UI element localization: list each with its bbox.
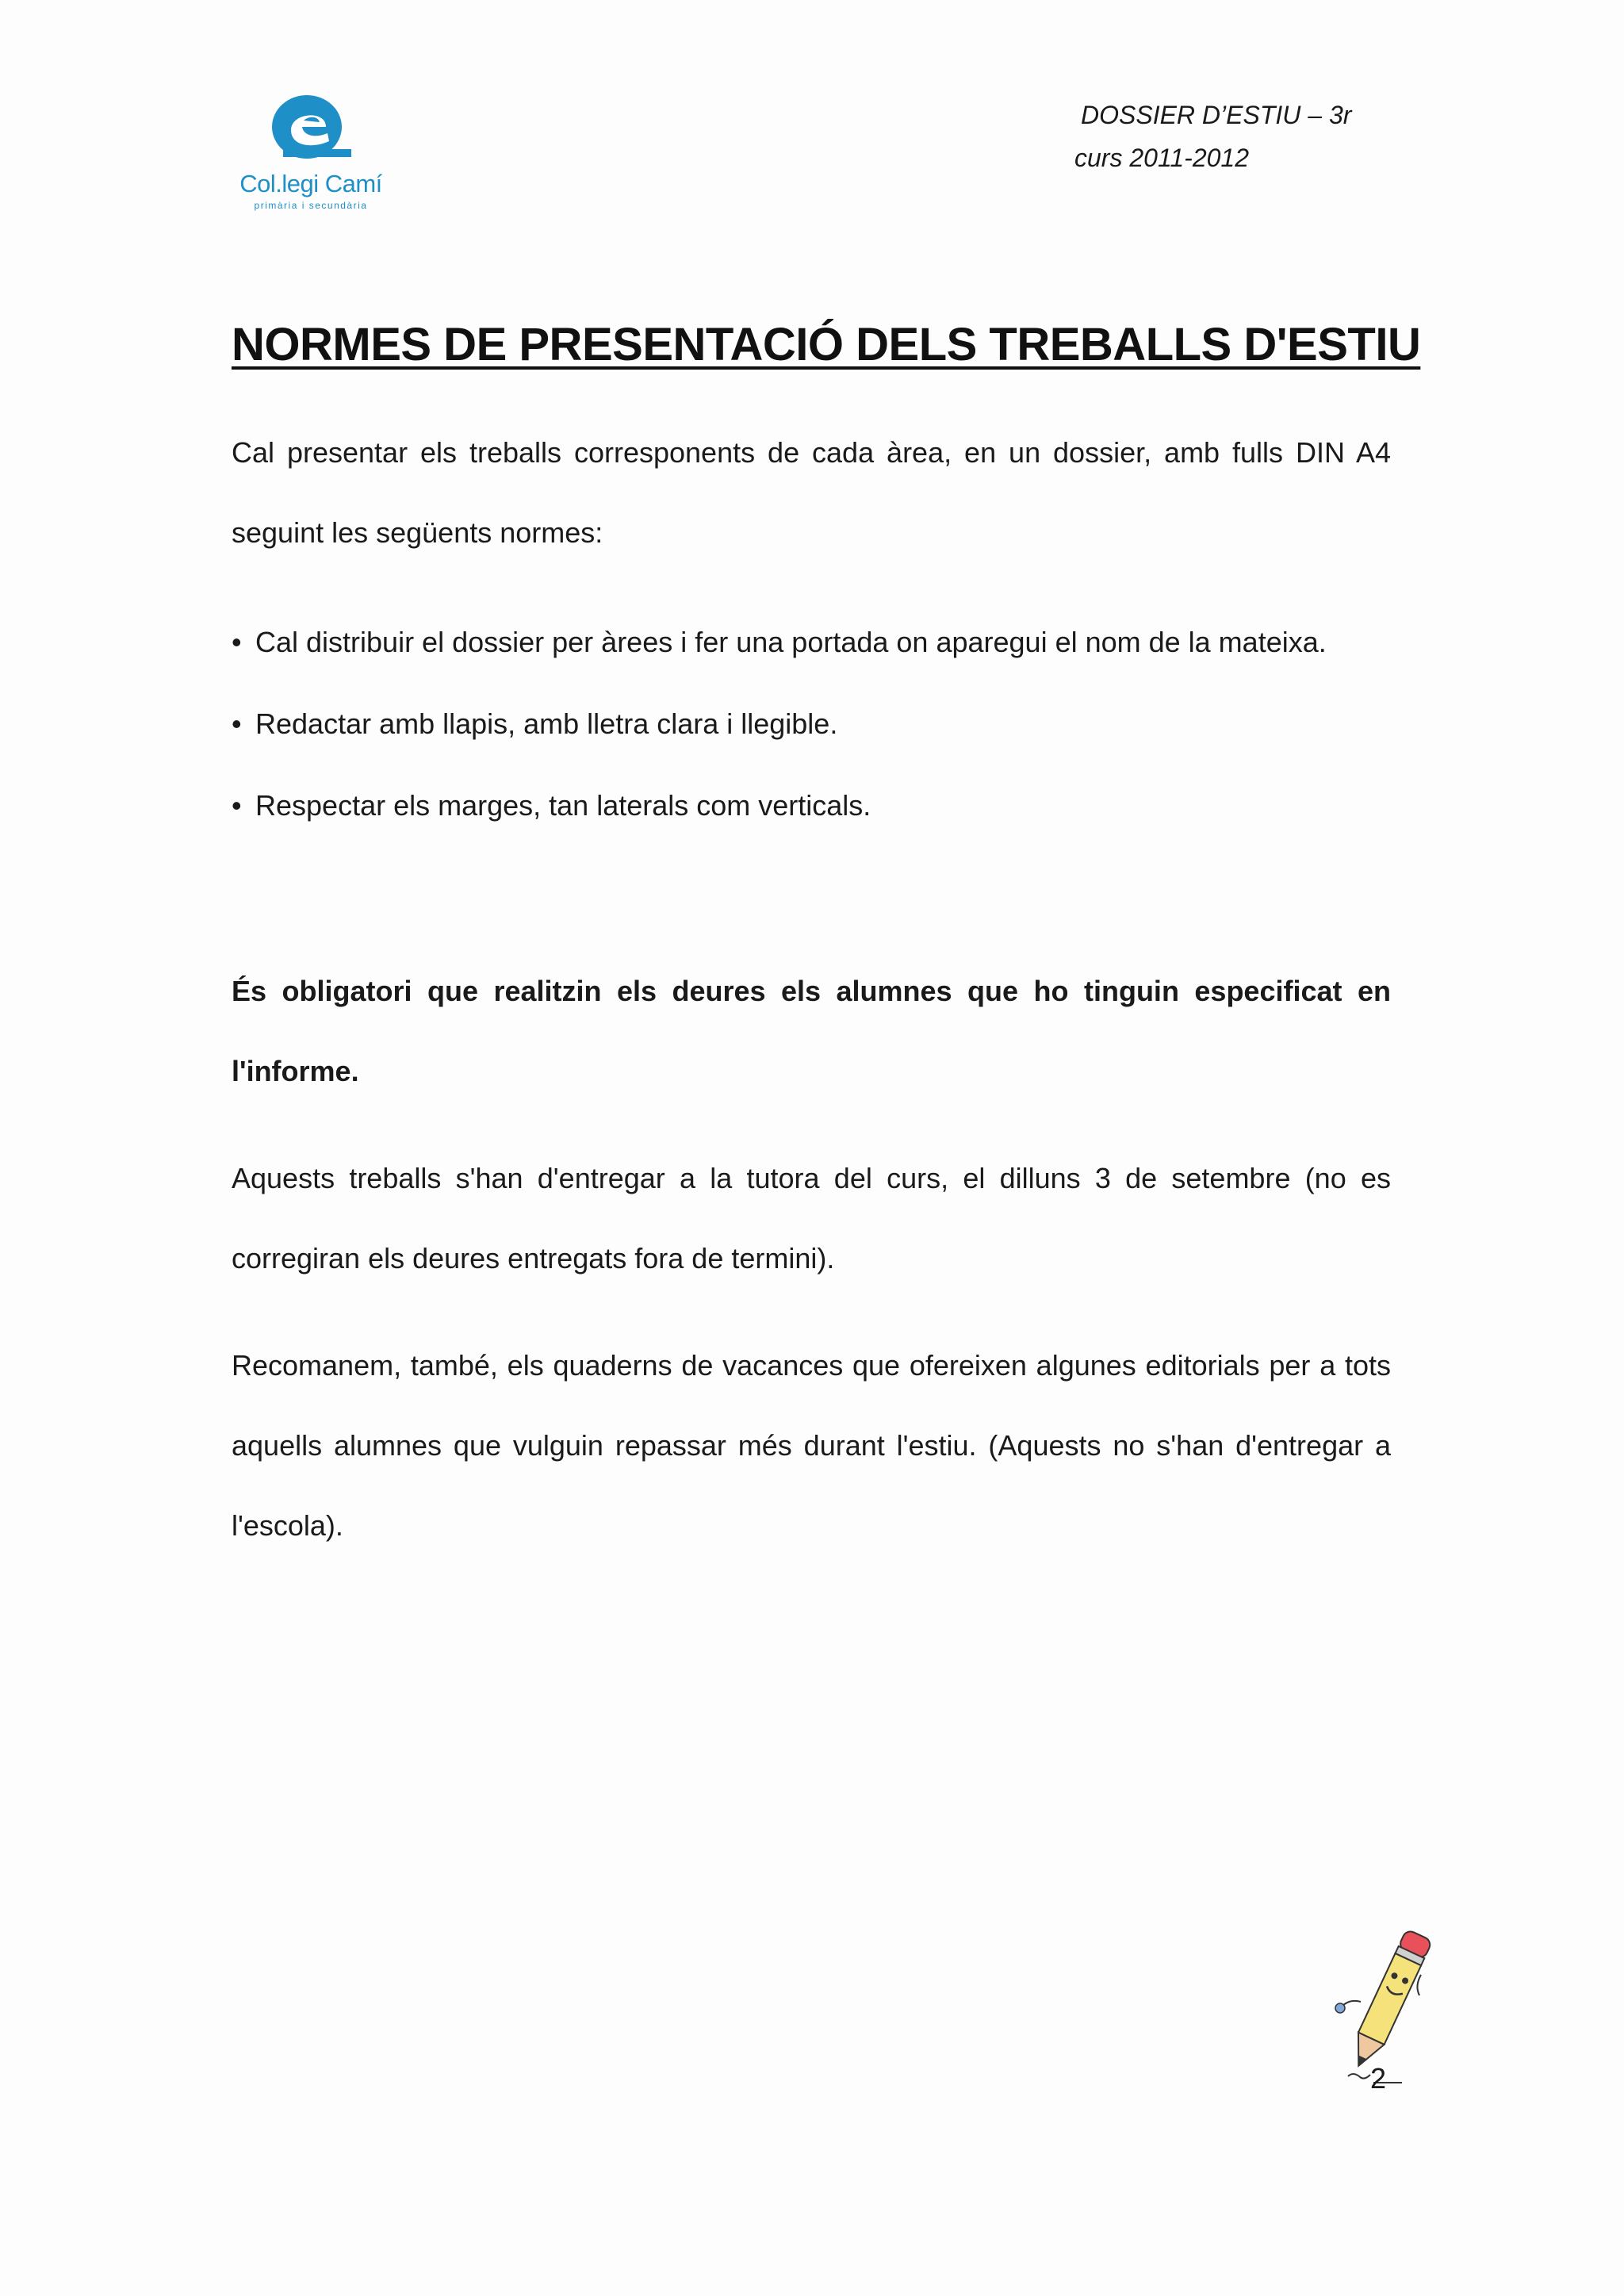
school-logo — [232, 94, 390, 220]
rules-list — [232, 601, 1391, 846]
list-item — [232, 601, 1391, 683]
bullet-icon: • — [232, 626, 242, 658]
intro-paragraph: Cal presentar els treballs corresponents de cada àrea, en un dossier, amb fulls DIN A4 seguint les següents normes: — [232, 436, 1391, 549]
school-logo-icon — [267, 94, 354, 165]
page-title-text: NORMES DE PRESENTACIÓ DELS TREBALLS D'ESTIU — [232, 319, 1421, 370]
header-doc-title: DOSSIER D’ESTIU – 3r — [1081, 101, 1352, 129]
delivery-paragraph: Aquests treballs s'han d'entregar a la tutora del curs, el dilluns 3 de setembre (no es corregiran els deures entregats fora de termini). — [232, 1162, 1391, 1274]
header-course: curs 2011-2012 — [1074, 144, 1249, 172]
bullet-icon: • — [232, 789, 242, 822]
list-item-text: Redactar amb llapis, amb lletra clara i llegible. — [255, 707, 838, 740]
page-number: 2 — [1370, 2062, 1387, 2095]
page-title — [232, 313, 1437, 377]
logo-name: Col.legi Camí — [239, 170, 382, 197]
document-header — [1074, 94, 1408, 179]
list-item — [232, 683, 1391, 765]
recommendation-paragraph: Recomanem, també, els quaderns de vacances que ofereixen algunes editorials per a tots aquells alumnes que vulguin repassar més durant l'estiu. (Aquests no s'han d'entregar a l'escola). — [232, 1349, 1391, 1542]
main-content — [232, 412, 1391, 1566]
list-item — [232, 765, 1391, 846]
logo-subtitle: primària i secundària — [254, 200, 368, 211]
list-item-text: Respectar els marges, tan laterals com verticals. — [255, 789, 871, 822]
list-item-text: Cal distribuir el dossier per àrees i fer una portada on aparegui el nom de la mateixa. — [255, 626, 1327, 658]
obligatory-notice: És obligatori que realitzin els deures els alumnes que ho tinguin especificat en l'informe. — [232, 975, 1391, 1087]
bullet-icon: • — [232, 707, 242, 740]
